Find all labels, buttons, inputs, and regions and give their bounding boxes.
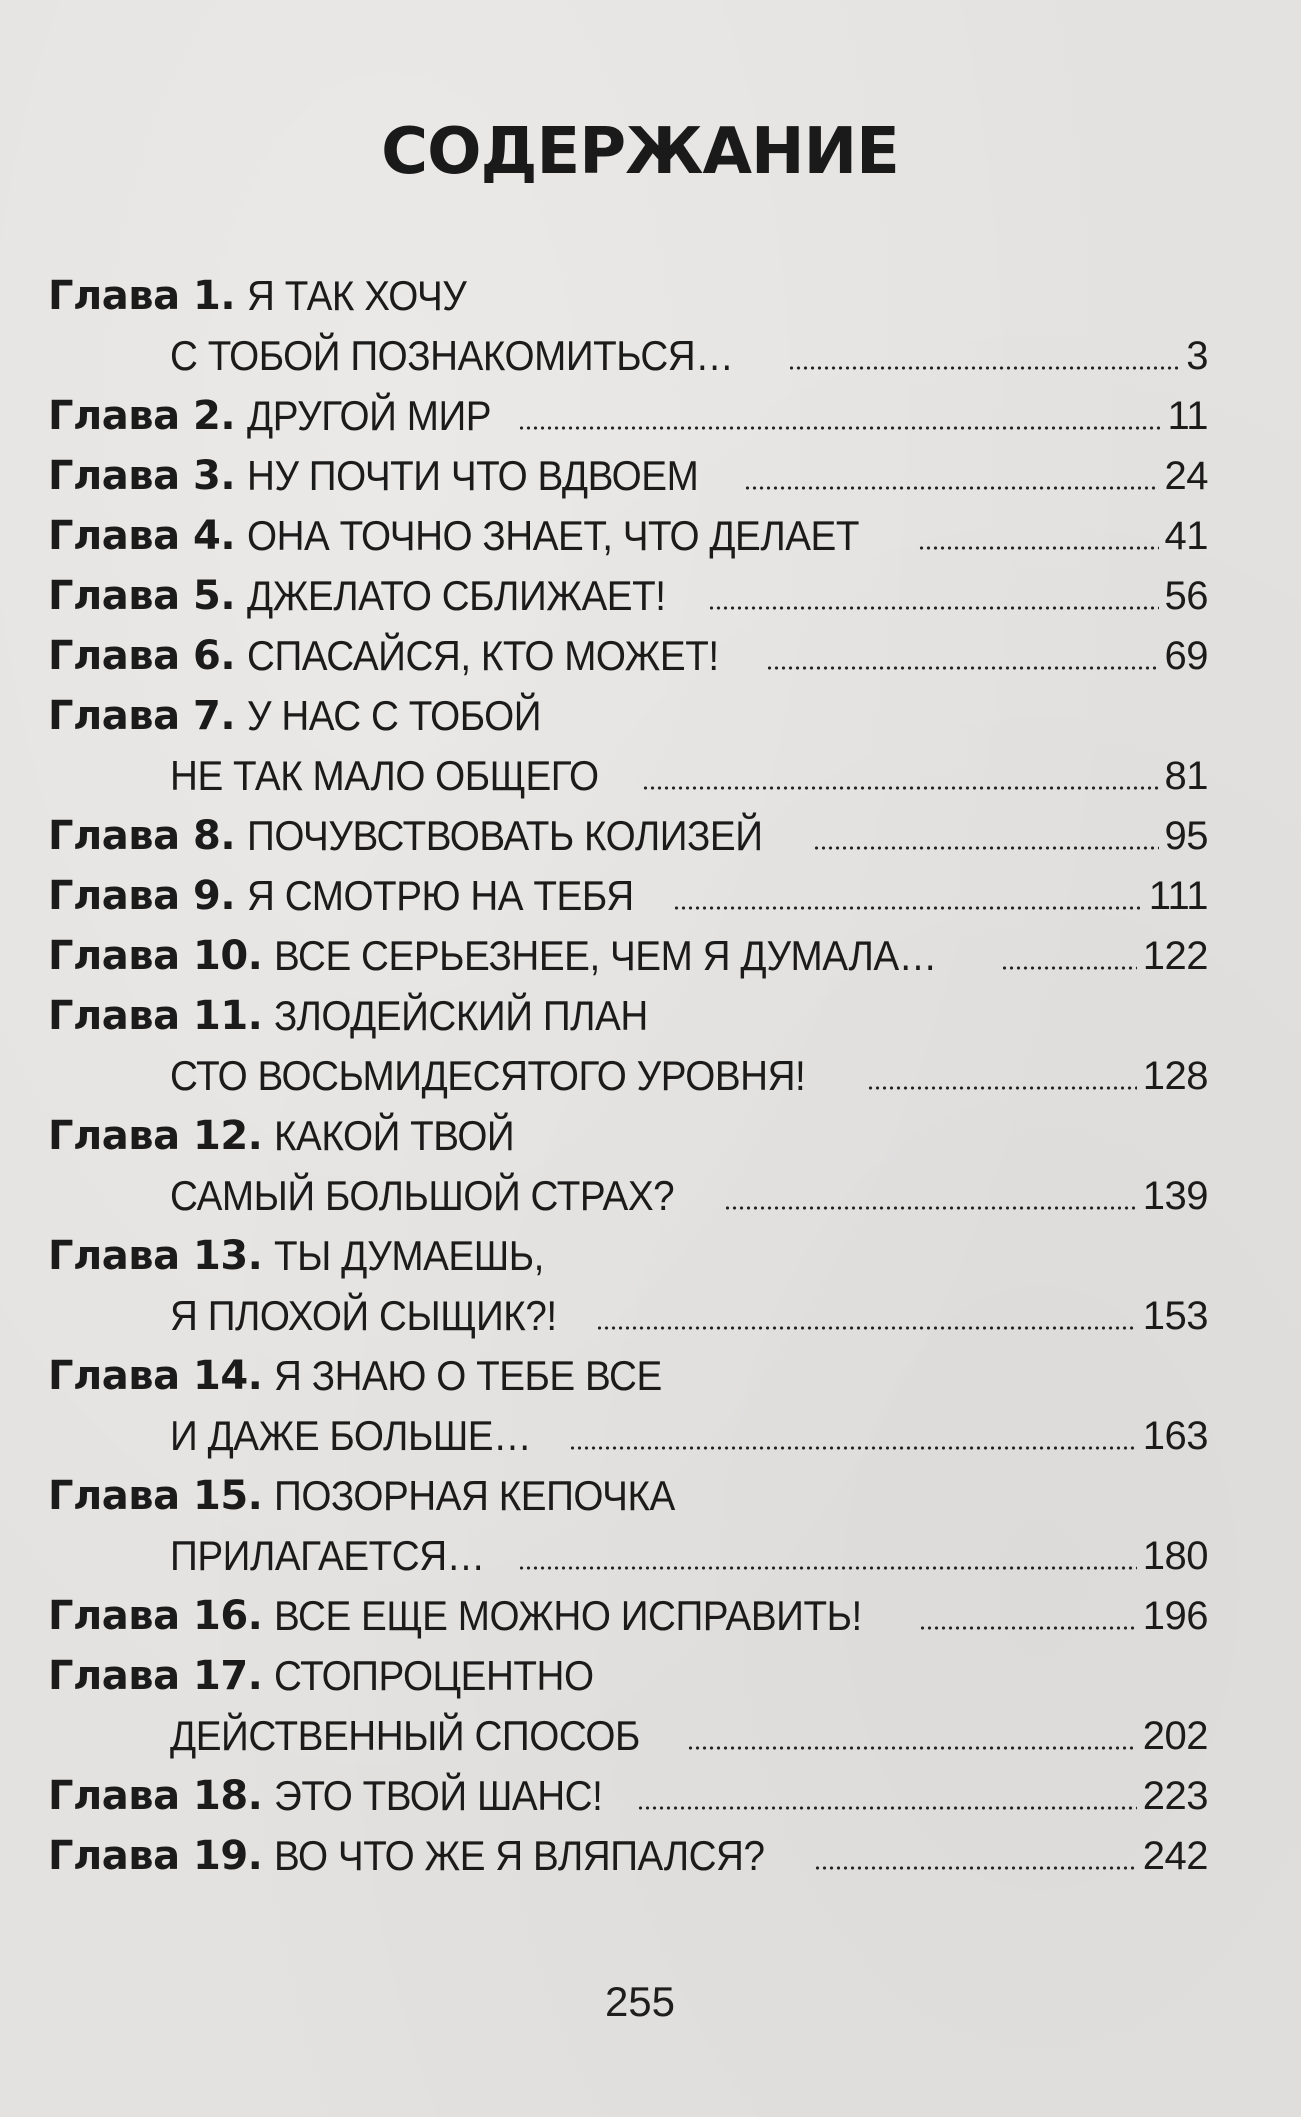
toc-line bbox=[48, 1762, 1208, 1820]
chapter-page-number: 24 bbox=[1164, 454, 1208, 498]
dot-leader bbox=[919, 1624, 1136, 1632]
chapter-label: Глава 1. bbox=[48, 273, 236, 319]
toc-line bbox=[48, 622, 1208, 680]
toc-line bbox=[170, 1402, 1208, 1460]
chapter-title: Я ЗНАЮ О ТЕБЕ ВСЕ bbox=[274, 1352, 663, 1399]
chapter-page-number: 81 bbox=[1164, 754, 1208, 798]
chapter-page-number: 139 bbox=[1142, 1174, 1208, 1218]
chapter-title: ОНА ТОЧНО ЗНАЕТ, ЧТО ДЕЛАЕТ bbox=[247, 512, 860, 559]
chapter-title: САМЫЙ БОЛЬШОЙ СТРАХ? bbox=[170, 1172, 675, 1219]
dot-leader bbox=[673, 904, 1142, 912]
page-title: СОДЕРЖАНИЕ bbox=[381, 115, 899, 189]
page-number: 255 bbox=[604, 1978, 676, 2025]
toc-line bbox=[48, 922, 1208, 980]
chapter-page-number: 128 bbox=[1142, 1054, 1208, 1098]
dot-leader bbox=[518, 424, 1161, 432]
chapter-label: Глава 5. bbox=[48, 573, 236, 619]
chapter-title: СТО ВОСЬМИДЕСЯТОГО УРОВНЯ! bbox=[170, 1052, 806, 1099]
chapter-page-number: 180 bbox=[1142, 1534, 1208, 1578]
dot-leader bbox=[708, 604, 1159, 612]
chapter-title: СПАСАЙСЯ, КТО МОЖЕТ! bbox=[247, 632, 719, 679]
chapter-title: КАКОЙ ТВОЙ bbox=[274, 1112, 515, 1159]
chapter-page-number: 11 bbox=[1167, 394, 1208, 438]
toc-line bbox=[48, 442, 1208, 500]
dot-leader bbox=[744, 484, 1159, 492]
chapter-title: ПРИЛАГАЕТСЯ… bbox=[170, 1532, 485, 1579]
toc-line bbox=[48, 862, 1208, 920]
toc-line bbox=[48, 1342, 1208, 1400]
chapter-label: Глава 2. bbox=[48, 393, 236, 439]
dot-leader bbox=[596, 1324, 1137, 1332]
chapter-title: У НАС С ТОБОЙ bbox=[247, 692, 542, 739]
dot-leader bbox=[687, 1744, 1137, 1752]
toc-line bbox=[48, 982, 1208, 1040]
dot-leader bbox=[918, 544, 1158, 552]
chapter-title: ДЕЙСТВЕННЫЙ СПОСОБ bbox=[170, 1712, 640, 1759]
toc-line bbox=[48, 1102, 1208, 1160]
chapter-page-number: 41 bbox=[1164, 514, 1208, 558]
toc-line bbox=[48, 1462, 1208, 1520]
dot-leader bbox=[569, 1444, 1137, 1452]
toc-line bbox=[170, 1522, 1208, 1580]
chapter-title: Я ТАК ХОЧУ bbox=[247, 272, 467, 319]
toc-line bbox=[48, 1582, 1208, 1640]
chapter-title: ДЖЕЛАТО СБЛИЖАЕТ! bbox=[247, 572, 666, 619]
toc-line bbox=[170, 322, 1208, 380]
chapter-label: Глава 4. bbox=[48, 513, 236, 559]
chapter-page-number: 3 bbox=[1186, 334, 1208, 378]
chapter-title: ДРУГОЙ МИР bbox=[247, 392, 492, 439]
chapter-label: Глава 11. bbox=[48, 993, 263, 1039]
dot-leader bbox=[788, 364, 1180, 372]
chapter-title: ТЫ ДУМАЕШЬ, bbox=[274, 1232, 545, 1279]
dot-leader bbox=[642, 784, 1159, 792]
chapter-label: Глава 9. bbox=[48, 873, 236, 919]
chapter-title: ЭТО ТВОЙ ШАНС! bbox=[274, 1772, 603, 1819]
chapter-label: Глава 17. bbox=[48, 1653, 263, 1699]
chapter-title: ПОЧУВСТВОВАТЬ КОЛИЗЕЙ bbox=[247, 812, 763, 859]
chapter-label: Глава 15. bbox=[48, 1473, 263, 1519]
dot-leader bbox=[724, 1204, 1137, 1212]
chapter-label: Глава 8. bbox=[48, 813, 236, 859]
dot-leader bbox=[867, 1084, 1137, 1092]
chapter-page-number: 196 bbox=[1142, 1594, 1208, 1638]
dot-leader bbox=[766, 664, 1159, 672]
chapter-label: Глава 14. bbox=[48, 1353, 263, 1399]
chapter-page-number: 56 bbox=[1164, 574, 1208, 618]
dot-leader bbox=[813, 844, 1158, 852]
chapter-label: Глава 10. bbox=[48, 933, 263, 979]
toc-line bbox=[48, 1222, 1208, 1280]
chapter-page-number: 163 bbox=[1142, 1414, 1208, 1458]
chapter-label: Глава 16. bbox=[48, 1593, 263, 1639]
chapter-title: СТОПРОЦЕНТНО bbox=[274, 1652, 594, 1699]
toc-line bbox=[48, 682, 1208, 740]
chapter-title: ВСЕ СЕРЬЕЗНЕЕ, ЧЕМ Я ДУМАЛА… bbox=[274, 932, 938, 979]
chapter-title: И ДАЖЕ БОЛЬШЕ… bbox=[170, 1412, 532, 1459]
toc-line bbox=[48, 262, 1208, 320]
chapter-page-number: 69 bbox=[1164, 634, 1208, 678]
chapter-title: Я СМОТРЮ НА ТЕБЯ bbox=[247, 872, 634, 919]
chapter-title: ВО ЧТО ЖЕ Я ВЛЯПАЛСЯ? bbox=[274, 1832, 765, 1879]
dot-leader bbox=[518, 1564, 1137, 1572]
toc-line bbox=[48, 562, 1208, 620]
toc-line bbox=[170, 1702, 1208, 1760]
chapter-label: Глава 7. bbox=[48, 693, 236, 739]
chapter-label: Глава 19. bbox=[48, 1833, 263, 1879]
toc-line bbox=[170, 1282, 1208, 1340]
chapter-page-number: 202 bbox=[1142, 1714, 1208, 1758]
dot-leader bbox=[1001, 964, 1137, 972]
toc-line bbox=[48, 502, 1208, 560]
toc-line bbox=[170, 742, 1208, 800]
chapter-page-number: 95 bbox=[1164, 814, 1208, 858]
chapter-page-number: 122 bbox=[1142, 934, 1208, 978]
chapter-title: ПОЗОРНАЯ КЕПОЧКА bbox=[274, 1472, 676, 1519]
dot-leader bbox=[814, 1864, 1137, 1872]
chapter-label: Глава 6. bbox=[48, 633, 236, 679]
toc-line bbox=[48, 802, 1208, 860]
chapter-title: НЕ ТАК МАЛО ОБЩЕГО bbox=[170, 752, 599, 799]
chapter-page-number: 111 bbox=[1148, 874, 1208, 918]
chapter-title: ЗЛОДЕЙСКИЙ ПЛАН bbox=[274, 992, 649, 1039]
dot-leader bbox=[637, 1804, 1136, 1812]
chapter-label: Глава 18. bbox=[48, 1773, 263, 1819]
toc-line bbox=[48, 382, 1208, 440]
toc-line bbox=[170, 1162, 1208, 1220]
chapter-label: Глава 3. bbox=[48, 453, 236, 499]
chapter-page-number: 223 bbox=[1142, 1774, 1208, 1818]
toc-line bbox=[48, 1822, 1208, 1880]
toc-line bbox=[170, 1042, 1208, 1100]
chapter-title: Я ПЛОХОЙ СЫЩИК?! bbox=[170, 1292, 557, 1339]
chapter-label: Глава 13. bbox=[48, 1233, 263, 1279]
chapter-title: С ТОБОЙ ПОЗНАКОМИТЬСЯ… bbox=[170, 332, 734, 379]
chapter-title: ВСЕ ЕЩЕ МОЖНО ИСПРАВИТЬ! bbox=[274, 1592, 863, 1639]
toc-line bbox=[48, 1642, 1208, 1700]
chapter-label: Глава 12. bbox=[48, 1113, 263, 1159]
chapter-page-number: 153 bbox=[1142, 1294, 1208, 1338]
chapter-title: НУ ПОЧТИ ЧТО ВДВОЕМ bbox=[247, 452, 699, 499]
chapter-page-number: 242 bbox=[1142, 1834, 1208, 1878]
